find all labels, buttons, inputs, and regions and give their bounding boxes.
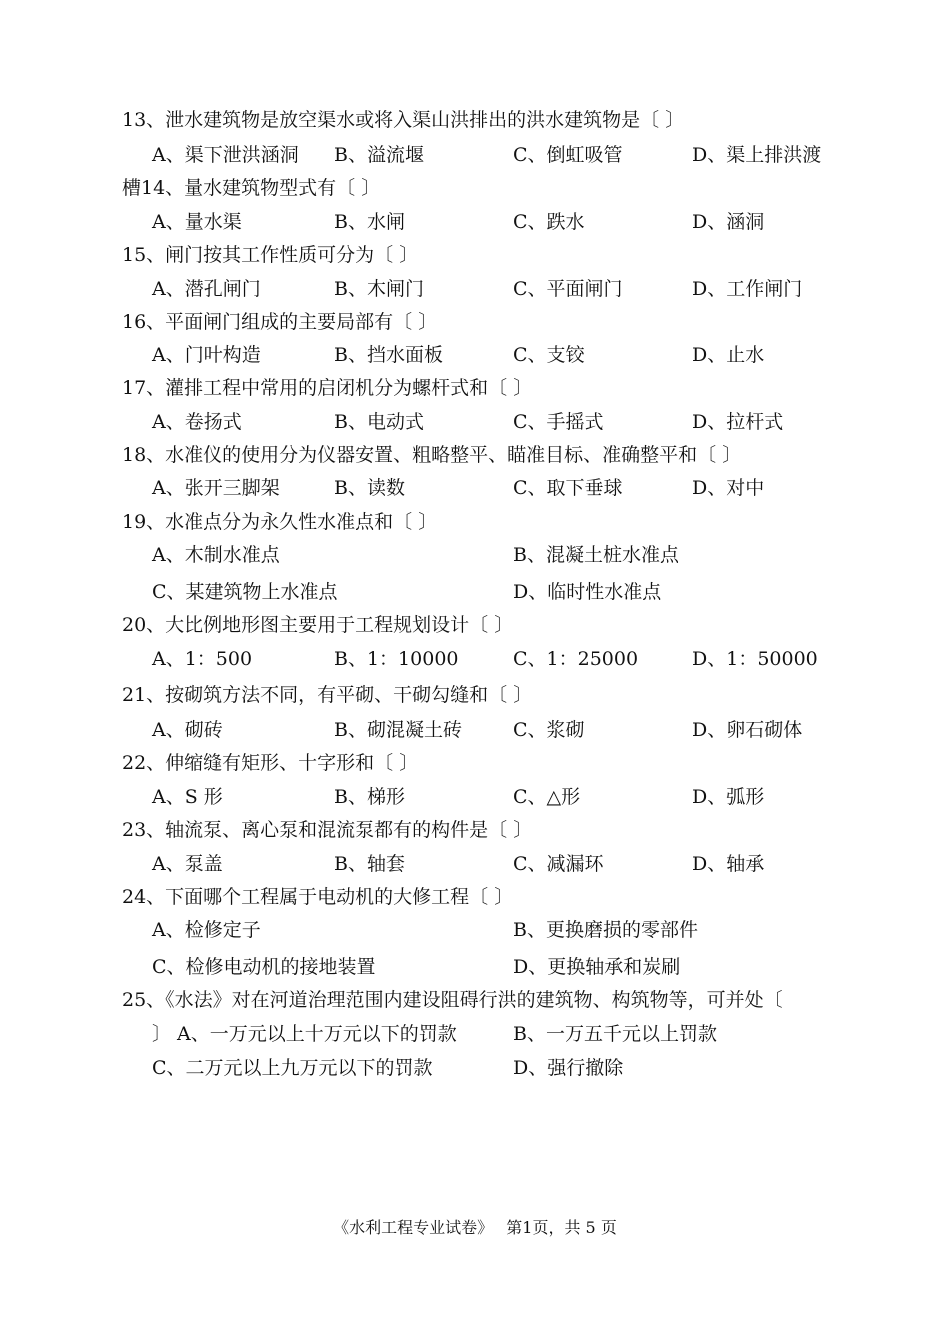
option-b: B、挡水面板 [334,344,443,366]
page-footer [0,1215,950,1238]
option-b: B、梯形 [334,786,405,808]
option-d: D、卵石砌体 [692,719,803,741]
option-a: A、卷扬式 [152,411,242,433]
option-d: D、工作闸门 [692,278,803,300]
option-c: C、1：25000 [513,648,639,670]
question-18: 18、水准仪的使用分为仪器安置、粗略整平、瞄准目标、准确整平和〔 〕 [122,444,742,466]
option-c: C、检修电动机的接地装置 [152,956,376,978]
option-c: C、二万元以上九万元以下的罚款 [152,1057,433,1079]
option-a: A、砌砖 [152,719,223,741]
option-c: C、减漏环 [513,853,604,875]
option-c: C、取下垂球 [513,477,623,499]
option-b: B、读数 [334,477,405,499]
option-d: D、临时性水准点 [513,581,662,603]
question-19: 19、水准点分为永久性水准点和〔 〕 [122,511,438,533]
option-d: D、强行撤除 [513,1057,624,1079]
option-c: C、倒虹吸管 [513,144,623,166]
option-c: C、手摇式 [513,411,604,433]
option-b: B、溢流堰 [334,144,424,166]
option-c: C、支铰 [513,344,585,366]
option-b: B、水闸 [334,211,405,233]
option-a: A、门叶构造 [152,344,261,366]
option-d: D、1：50000 [692,648,818,670]
option-a: A、张开三脚架 [152,477,280,499]
option-a: A、S 形 [152,786,223,808]
option-c: C、某建筑物上水准点 [152,581,338,603]
option-c: C、平面闸门 [513,278,623,300]
option-d: D、拉杆式 [692,411,784,433]
option-b: B、1：10000 [334,648,459,670]
option-b: B、轴套 [334,853,405,875]
option-b: B、更换磨损的零部件 [513,919,698,941]
question-25-continued: 〕 A、一万元以上十万元以下的罚款 [152,1023,457,1045]
option-d: D、涵洞 [692,211,765,233]
question-20: 20、大比例地形图主要用于工程规划设计〔 〕 [122,614,514,636]
option-d: D、止水 [692,344,765,366]
option-b: B、电动式 [334,411,424,433]
question-14: 槽14、量水建筑物型式有〔 〕 [122,177,381,199]
option-a: A、木制水准点 [152,544,280,566]
option-d: D、更换轴承和炭刷 [513,956,681,978]
option-a: A、1：500 [152,648,253,670]
question-22: 22、伸缩缝有矩形、十字形和〔 〕 [122,752,419,774]
option-a: A、量水渠 [152,211,242,233]
option-a: A、泵盖 [152,853,223,875]
option-d: D、弧形 [692,786,765,808]
question-25: 25、《水法》对在河道治理范围内建设阻碍行洪的建筑物、构筑物等，可并处〔 [122,989,783,1011]
question-16: 16、平面闸门组成的主要局部有〔 〕 [122,311,438,333]
option-b: B、一万五千元以上罚款 [513,1023,717,1045]
option-c: C、△形 [513,786,581,808]
question-13: 13、泄水建筑物是放空渠水或将入渠山洪排出的洪水建筑物是〔 〕 [122,109,685,131]
option-a: A、渠下泄洪涵洞 [152,144,299,166]
option-a: A、检修定子 [152,919,261,941]
option-b: B、砌混凝土砖 [334,719,462,741]
question-24: 24、下面哪个工程属于电动机的大修工程〔 〕 [122,886,514,908]
option-c: C、浆砌 [513,719,585,741]
option-c: C、跌水 [513,211,585,233]
option-d: D、渠上排洪渡 [692,144,822,166]
option-b: B、木闸门 [334,278,424,300]
option-d: D、对中 [692,477,765,499]
question-21: 21、按砌筑方法不同，有平砌、干砌勾缝和〔 〕 [122,684,533,706]
question-15: 15、闸门按其工作性质可分为〔 〕 [122,244,419,266]
option-a: A、潜孔闸门 [152,278,261,300]
question-17: 17、灌排工程中常用的启闭机分为螺杆式和〔 〕 [122,377,533,399]
option-d: D、轴承 [692,853,765,875]
footer-title: 《水利工程专业试卷》 [333,1218,494,1237]
question-23: 23、轴流泵、离心泵和混流泵都有的构件是〔 〕 [122,819,533,841]
footer-page-number: 第1页，共 5 页 [506,1218,617,1237]
option-b: B、混凝土桩水准点 [513,544,679,566]
